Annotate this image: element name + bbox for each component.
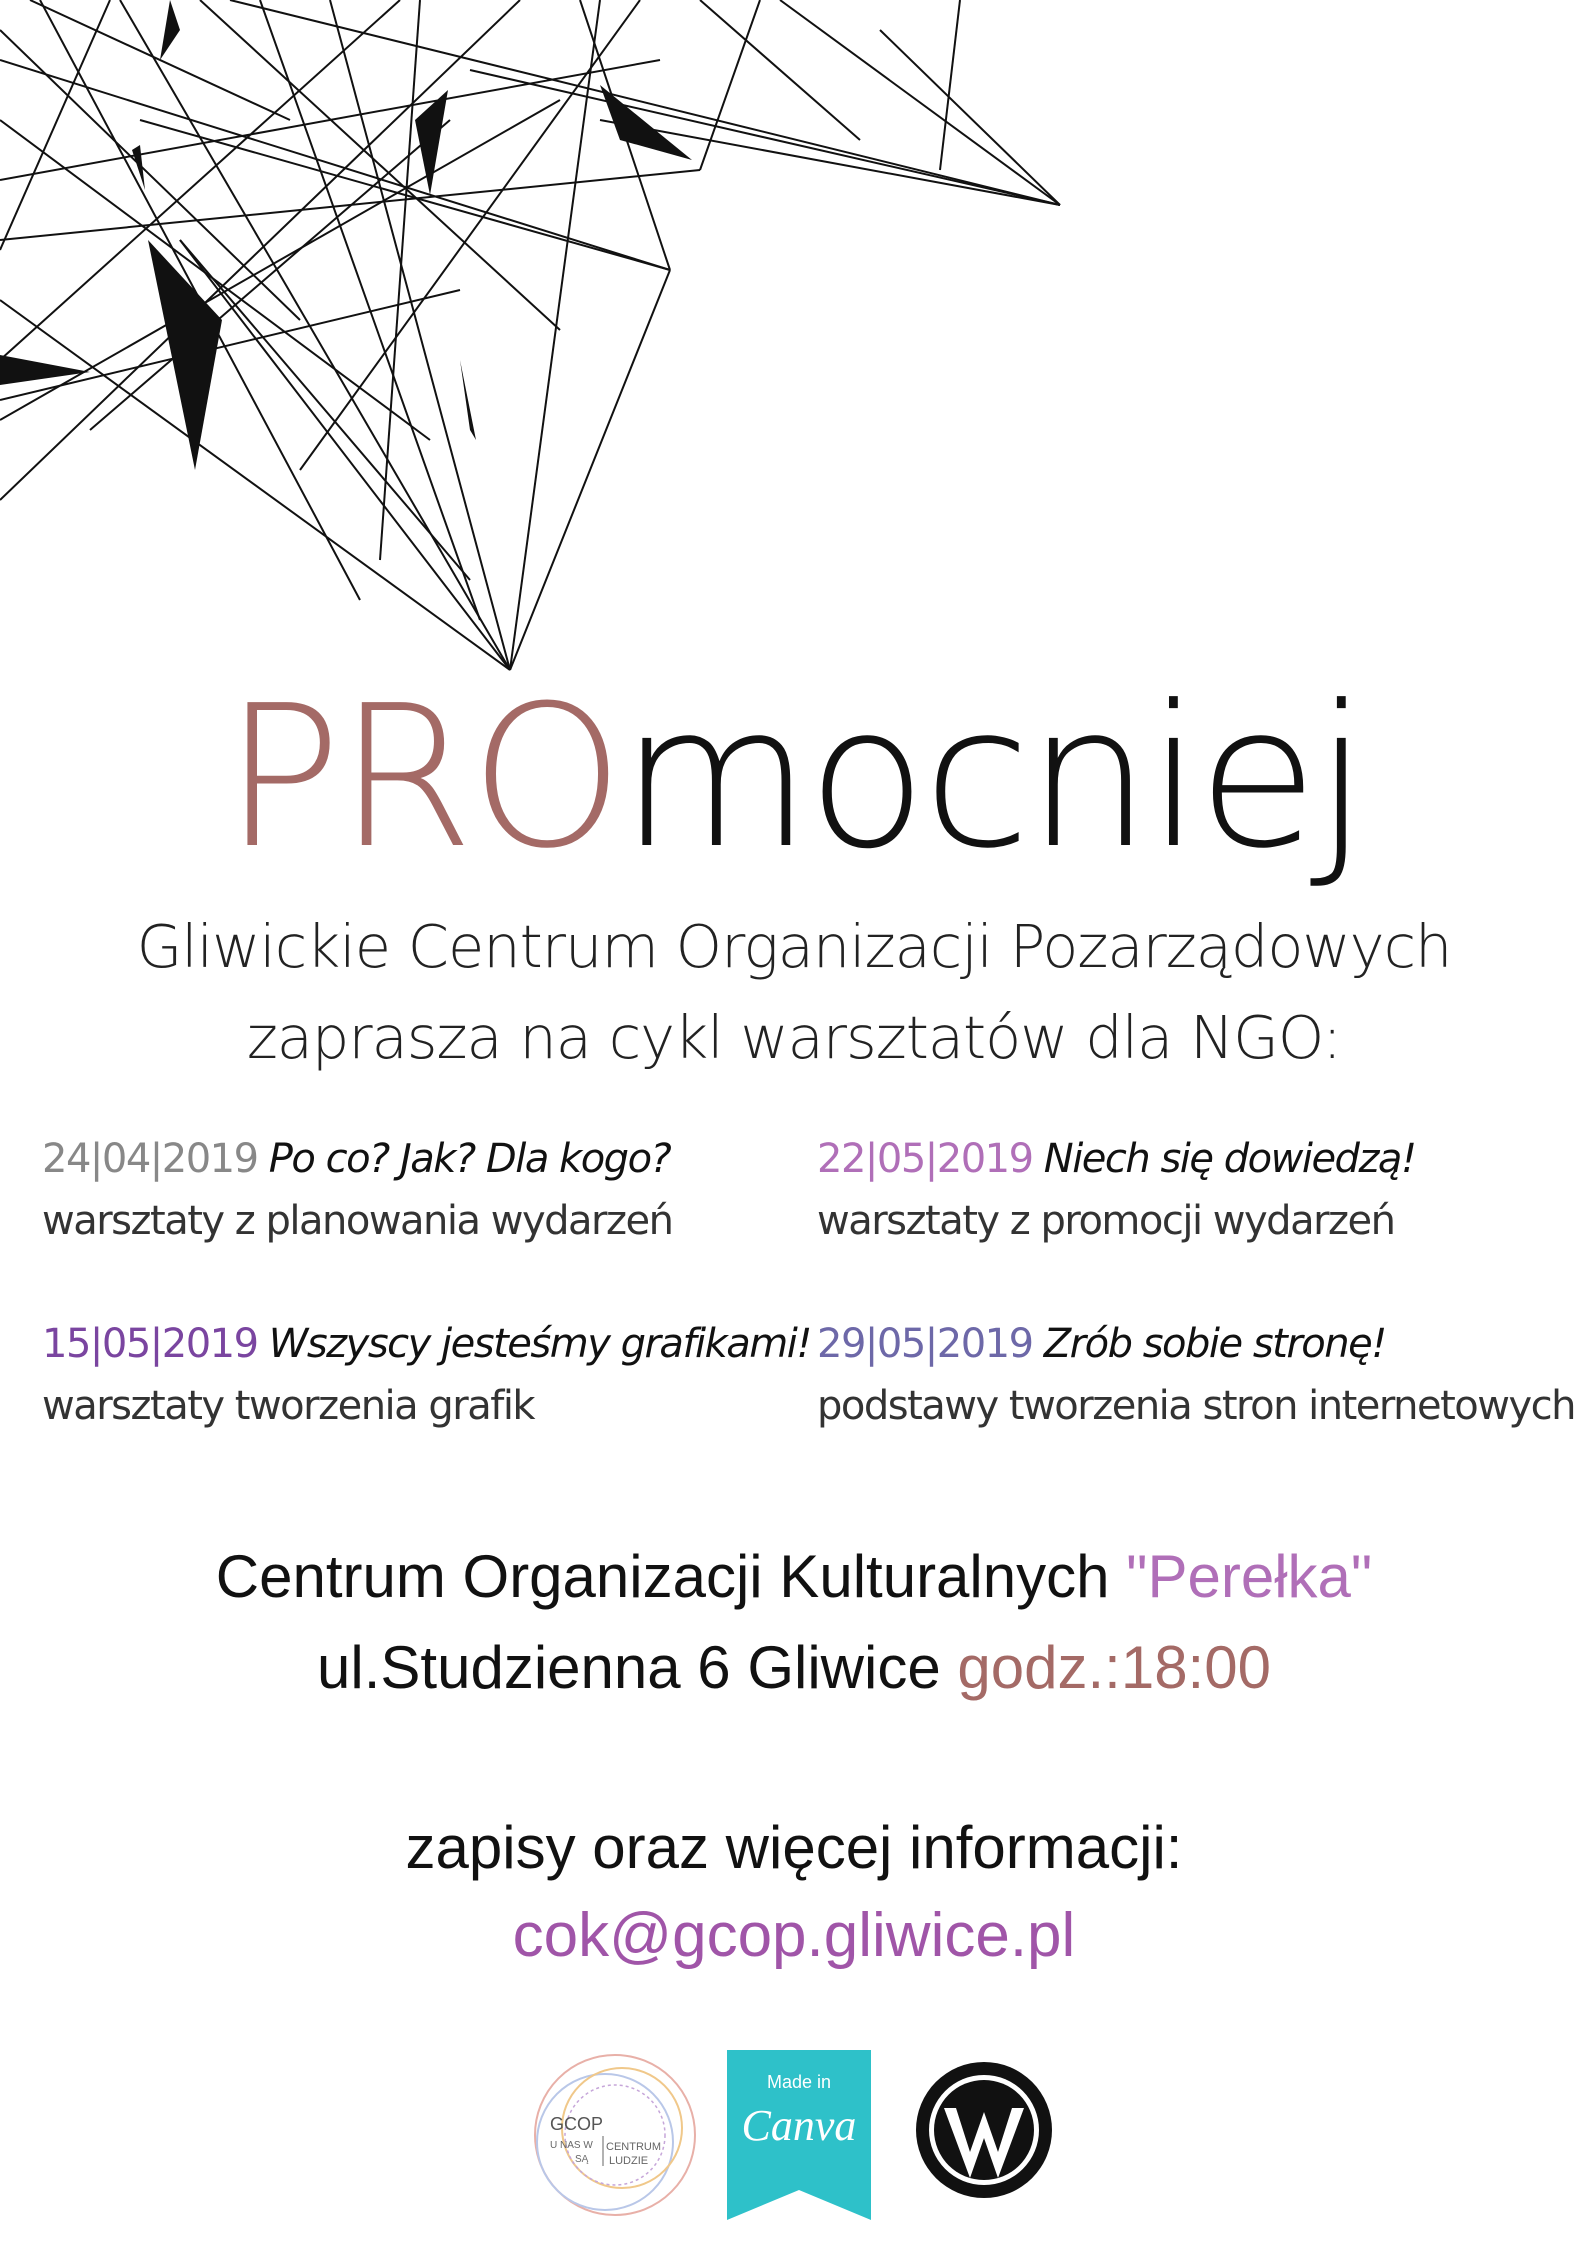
workshop-desc: warsztaty z planowania wydarzeń xyxy=(42,1198,673,1244)
svg-text:CENTRUM: CENTRUM xyxy=(606,2141,661,2153)
title-accent: PRO xyxy=(223,664,621,892)
title-rest: mocniej xyxy=(620,664,1365,892)
poster-title xyxy=(0,664,1588,892)
venue-line-2 xyxy=(0,1633,1588,1702)
workshop-name: Wszyscy jesteśmy grafikami! xyxy=(268,1321,811,1367)
workshop-name: Zrób sobie stronę! xyxy=(1043,1321,1386,1367)
workshop-item xyxy=(42,1313,811,1437)
workshop-desc: warsztaty z promocji wydarzeń xyxy=(817,1198,1395,1244)
venue-time: godz.:18:00 xyxy=(957,1634,1271,1701)
venue-line-1 xyxy=(0,1542,1588,1611)
workshop-item xyxy=(42,1128,672,1252)
gcop-logo xyxy=(530,2050,700,2220)
venue-accent: "Perełka" xyxy=(1126,1543,1373,1610)
workshop-date: 24|04|2019 xyxy=(42,1136,258,1182)
workshop-item xyxy=(817,1313,1575,1437)
workshop-date: 22|05|2019 xyxy=(817,1136,1033,1182)
svg-text:SĄ: SĄ xyxy=(575,2154,589,2165)
contact-label: zapisy oraz więcej informacji: xyxy=(405,1814,1183,1881)
workshop-date: 15|05|2019 xyxy=(42,1321,258,1367)
venue-name: Centrum Organizacji Kulturalnych xyxy=(215,1543,1127,1610)
geometric-star-decoration xyxy=(0,0,1100,700)
svg-text:U NAS W: U NAS W xyxy=(550,2140,593,2151)
workshop-desc: warsztaty tworzenia grafik xyxy=(42,1383,535,1429)
svg-text:LUDZIE: LUDZIE xyxy=(609,2155,649,2167)
svg-text:Canva: Canva xyxy=(741,2101,857,2150)
workshop-name: Po co? Jak? Dla kogo? xyxy=(268,1136,671,1182)
made-in-canva-badge xyxy=(727,2050,871,2220)
svg-text:GCOP: GCOP xyxy=(550,2114,604,2134)
venue-address: ul.Studzienna 6 Gliwice xyxy=(317,1634,958,1701)
workshop-desc: podstawy tworzenia stron internetowych xyxy=(817,1383,1575,1429)
contact-email-link[interactable]: cok@gcop.gliwice.pl xyxy=(512,1901,1076,1970)
workshop-date: 29|05|2019 xyxy=(817,1321,1033,1367)
intro-line-1: Gliwickie Centrum Organizacji Pozarządowych xyxy=(136,912,1452,981)
svg-text:Made in: Made in xyxy=(766,2072,832,2092)
intro-line-2: zaprasza na cykl warsztatów dla NGO: xyxy=(246,1003,1342,1072)
workshop-name: Niech się dowiedzą! xyxy=(1043,1136,1416,1182)
workshop-item xyxy=(817,1128,1415,1252)
wordpress-icon xyxy=(914,2060,1054,2200)
